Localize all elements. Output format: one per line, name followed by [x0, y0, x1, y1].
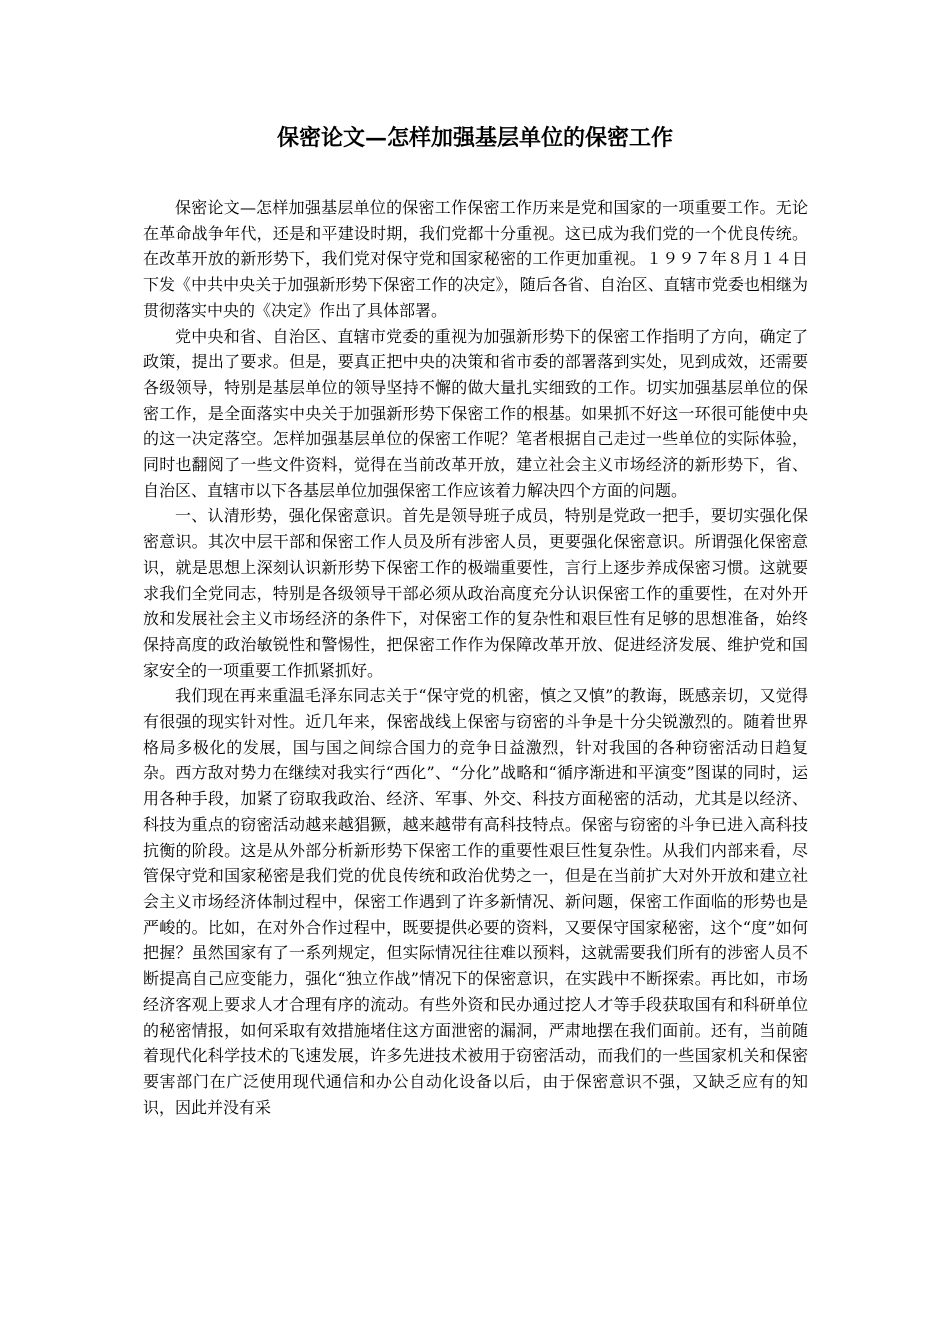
paragraph-3: 一、认清形势，强化保密意识。首先是领导班子成员，特别是党政一把手，要切实强化保密意识。其次中层干部和保密工作人员及所有涉密人员，更要强化保密意识。所谓强化保密意识，就是思想上深刻认识新形势下保密工作的极端重要性，言行上逐步养成保密习惯。这就要求我们全党同志，特别是各级领导干部必须从政治高度充分认识保密工作的重要性，在对外开放和发展社会主义市场经济的条件下，对保密工作的复杂性和艰巨性有足够的思想准备，始终保持高度的政治敏锐性和警惕性，把保密工作作为保障改革开放、促进经济发展、维护党和国家安全的一项重要工作抓紧抓好。 [143, 506, 808, 680]
document-title: 保密论文—怎样加强基层单位的保密工作 [276, 125, 673, 151]
document-body [143, 195, 808, 1120]
paragraph-2: 党中央和省、自治区、直辖市党委的重视为加强新形势下的保密工作指明了方向，确定了政策，提出了要求。但是，要真正把中央的决策和省市委的部署落到实处，见到成效，还需要各级领导，特别是基层单位的领导坚持不懈的做大量扎实细致的工作。切实加强基层单位的保密工作，是全面落实中央关于加强新形势下保密工作的根基。如果抓不好这一环很可能使中央的这一决定落空。怎样加强基层单位的保密工作呢？笔者根据自己走过一些单位的实际体验，同时也翻阅了一些文件资料，觉得在当前改革开放，建立社会主义市场经济的新形势下，省、自治区、直辖市以下各基层单位加强保密工作应该着力解决四个方面的问题。 [143, 326, 808, 500]
paragraph-1: 保密论文—怎样加强基层单位的保密工作保密工作历来是党和国家的一项重要工作。无论在革命战争年代，还是和平建设时期，我们党都十分重视。这已成为我们党的一个优良传统。在改革开放的新形势下，我们党对保守党和国家秘密的工作更加重视。１９９７年８月１４日下发《中共中央关于加强新形势下保密工作的决定》，随后各省、自治区、直辖市党委也相继为贯彻落实中央的《决定》作出了具体部署。 [143, 198, 808, 320]
paragraph-4: 我们现在再来重温毛泽东同志关于“保守党的机密，慎之又慎”的教诲，既感亲切，又觉得有很强的现实针对性。近几年来，保密战线上保密与窃密的斗争是十分尖锐激烈的。随着世界格局多极化的发展，国与国之间综合国力的竞争日益激烈，针对我国的各种窃密活动日趋复杂。西方敌对势力在继续对我实行“西化”、“分化”战略和“循序渐进和平演变”图谋的同时，运用各种手段，加紧了窃取我政治、经济、军事、外交、科技方面秘密的活动，尤其是以经济、科技为重点的窃密活动越来越猖獗，越来越带有高科技特点。保密与窃密的斗争已进入高科技抗衡的阶段。这是从外部分析新形势下保密工作的重要性艰巨性复杂性。从我们内部来看，尽管保守党和国家秘密是我们党的优良传统和政治优势之一，但是在当前扩大对外开放和建立社会主义市场经济体制过程中，保密工作遇到了许多新情况、新问题，保密工作面临的形势也是严峻的。比如，在对外合作过程中，既要提供必要的资料，又要保守国家秘密，这个“度”如何把握？虽然国家有了一系列规定，但实际情况往往难以预料，这就需要我们所有的涉密人员不断提高自己应变能力，强化“独立作战”情况下的保密意识，在实践中不断探索。再比如，市场经济客观上要求人才合理有序的流动。有些外资和民办通过挖人才等手段获取国有和科研单位的秘密情报，如何采取有效措施堵住这方面泄密的漏洞，严肃地摆在我们面前。还有，当前随着现代化科学技术的飞速发展，许多先进技术被用于窃密活动，而我们的一些国家机关和保密要害部门在广泛使用现代通信和办公自动化设备以后，由于保密意识不强，又缺乏应有的知识，因此并没有采 [143, 686, 808, 1117]
